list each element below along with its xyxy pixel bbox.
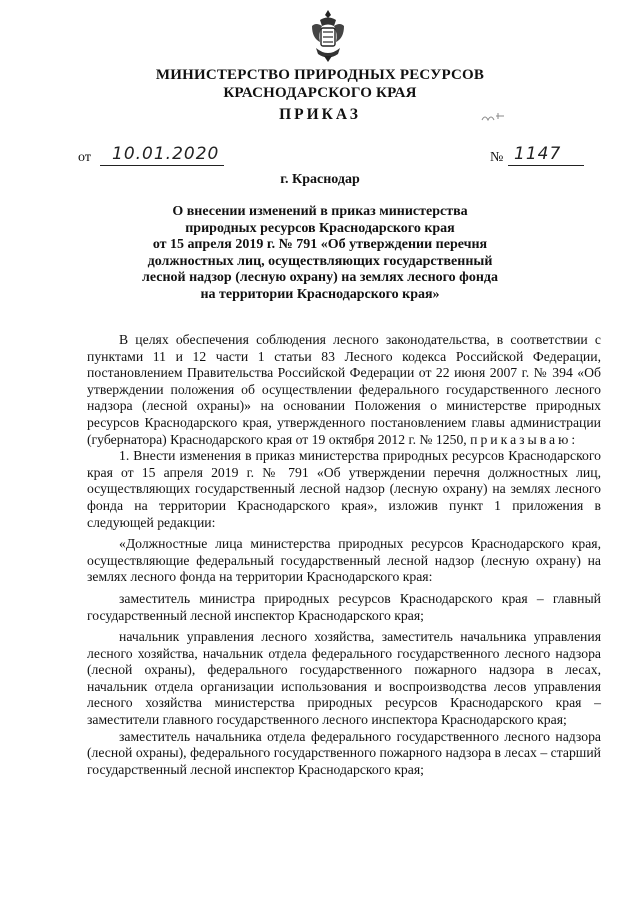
officials-item-heads: начальник управления лесного хозяйства, заместитель начальника управления лесного хозяйства, начальник отдела федерального государственного лесного надзора (лесной охраны), федерального государственного пожарного надзора в лесах, начальник отдела организации использования и воспроизводства лесов управления лесного хозяйства министерства природных ресурсов Краснодарского края – заместители главного государственного лесного инспектора Краснодарского края; xyxy=(87,629,601,728)
number-label: № xyxy=(490,150,504,165)
preamble-text: В целях обеспечения соблюдения лесного законодательства, в соответствии с пунктами 11 и 12 части 1 статьи 83 Лесного кодекса Российской Федерации, постановлением Правительства Российской Федерации от 22 июня 2007 г. № 394 «Об утверждении положения об осуществлении федерального государственного лесного надзора (лесной охраны)» на основании Положения о министерстве природных ресурсов Краснодарского края, утвержденного постановлением главы администрации (губернатора) Краснодарского края от 19 октября 2012 г. № 1250, xyxy=(87,332,601,447)
ministry-name-line1: МИНИСТЕРСТВО ПРИРОДНЫХ РЕСУРСОВ xyxy=(155,67,485,83)
registration-mark xyxy=(480,110,506,124)
order-body xyxy=(87,332,601,778)
date-underline xyxy=(100,165,224,166)
number-underline xyxy=(508,165,584,166)
order-heading xyxy=(120,204,520,304)
heading-line: О внесении изменений в приказ министерства xyxy=(172,204,468,219)
city: г. Краснодар xyxy=(280,172,360,187)
order-date: 10.01.2020 xyxy=(112,144,220,164)
date-label: от xyxy=(78,150,91,165)
officials-item-deputy-head: заместитель начальника отдела федерального государственного лесного надзора (лесной охраны), федерального государственного пожарного надзора в лесах – старший государственный лесной инспектор Краснодарского края; xyxy=(87,728,601,777)
ministry-name-line2: КРАСНОДАРСКОГО КРАЯ xyxy=(223,85,417,101)
order-word: приказываю: xyxy=(470,431,579,447)
officials-intro-paragraph: «Должностные лица министерства природных ресурсов Краснодарского края, осуществляющие федеральный государственный лесной надзор (лесную охрану) на землях лесного фонда на территории Краснодарского края: xyxy=(87,536,601,585)
order-number: 1147 xyxy=(514,144,562,164)
heading-line: должностных лиц, осуществляющих государственный xyxy=(147,253,493,269)
coat-of-arms-emblem xyxy=(306,8,350,64)
heading-line: от 15 апреля 2019 г. № 791 «Об утверждении перечня xyxy=(152,237,488,253)
officials-item-deputy-minister: заместитель министра природных ресурсов Краснодарского края – главный государственный лесной инспектор Краснодарского края; xyxy=(87,590,601,623)
heading-line: лесной надзор (лесную охрану) на землях лесного фонда xyxy=(141,270,498,286)
heading-line: природных ресурсов Краснодарского края xyxy=(185,220,455,236)
item-1-paragraph: 1. Внести изменения в приказ министерства природных ресурсов Краснодарского края от 15 апреля 2019 г. № 791 «Об утверждении перечня должностных лиц, осуществляющих государственный лесной надзор (лесную охрану) на землях лесного фонда на территории Краснодарского края», изложив пункт 1 приложения в следующей редакции: xyxy=(87,448,601,530)
heading-line: на территории Краснодарского края» xyxy=(200,286,440,302)
order-title: ПРИКАЗ xyxy=(279,106,361,123)
preamble-paragraph xyxy=(87,332,601,448)
